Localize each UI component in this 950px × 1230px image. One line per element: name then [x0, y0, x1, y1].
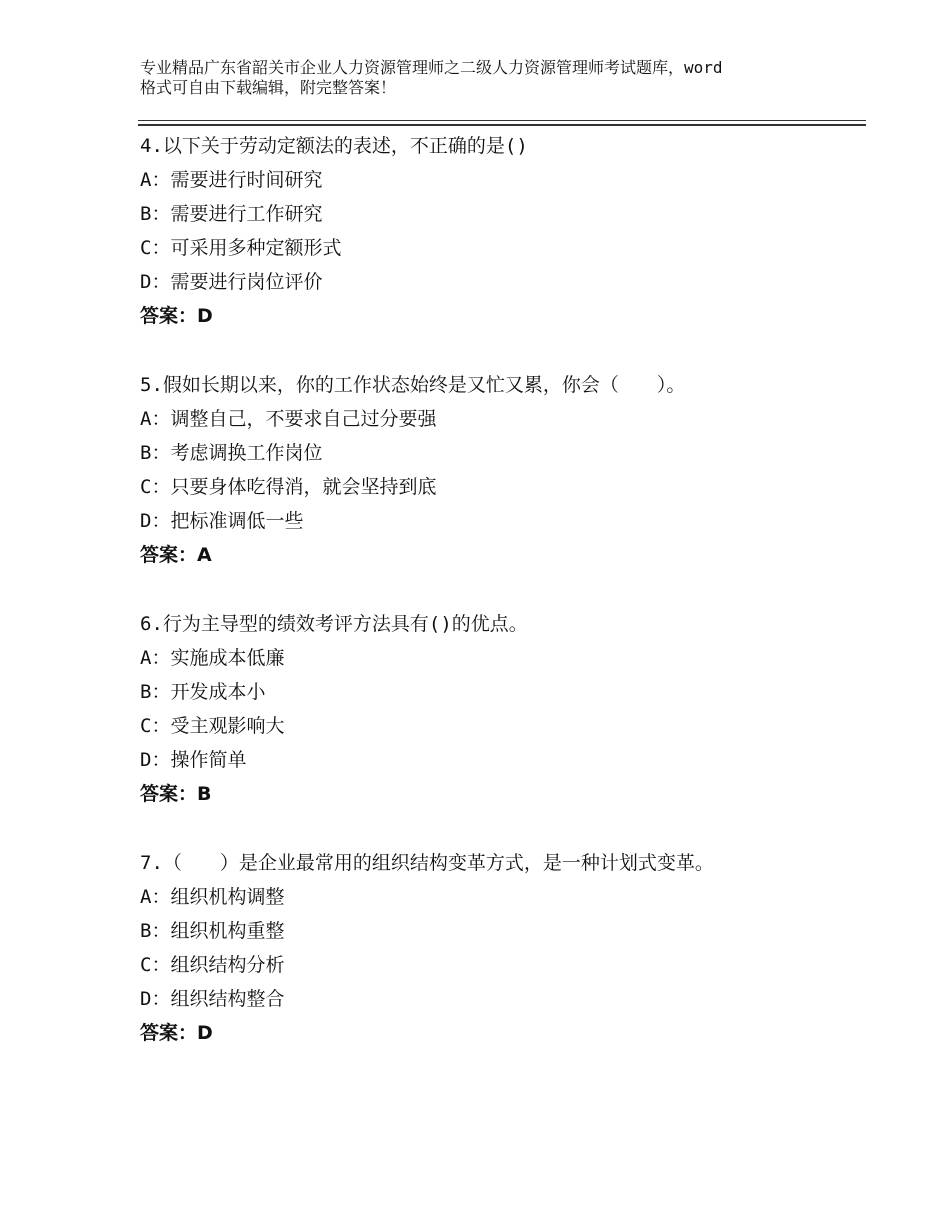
option-a: A：实施成本低廉	[140, 647, 285, 669]
option-b: B：需要进行工作研究	[140, 203, 323, 225]
question-stem: 7.（ ）是企业最常用的组织结构变革方式，是一种计划式变革。	[140, 852, 714, 874]
question-7	[140, 846, 860, 1050]
option-c: C：组织结构分析	[140, 954, 285, 976]
header-divider-thick	[138, 124, 866, 126]
question-stem: 5.假如长期以来，你的工作状态始终是又忙又累，你会（ ）。	[140, 374, 686, 396]
question-4	[140, 129, 860, 333]
question-list	[140, 129, 860, 1085]
option-a: A：调整自己，不要求自己过分要强	[140, 408, 437, 430]
answer-label: 答案：B	[140, 783, 212, 805]
option-b: B：考虑调换工作岗位	[140, 442, 323, 464]
answer-label: 答案：D	[140, 1022, 213, 1044]
option-c: C：只要身体吃得消，就会坚持到底	[140, 476, 437, 498]
option-a: A：需要进行时间研究	[140, 169, 323, 191]
option-b: B：组织机构重整	[140, 920, 285, 942]
header-line-1: 专业精品广东省韶关市企业人力资源管理师之二级人力资源管理师考试题库，word	[140, 58, 723, 77]
option-d: D：操作简单	[140, 749, 247, 771]
question-5	[140, 368, 860, 572]
question-6	[140, 607, 860, 811]
question-stem: 6.行为主导型的绩效考评方法具有()的优点。	[140, 613, 528, 635]
option-d: D：组织结构整合	[140, 988, 285, 1010]
answer-label: 答案：A	[140, 544, 212, 566]
option-a: A：组织机构调整	[140, 886, 285, 908]
document-header	[140, 58, 840, 98]
option-c: C：可采用多种定额形式	[140, 237, 342, 259]
header-divider-thin	[138, 120, 866, 121]
option-d: D：把标准调低一些	[140, 510, 304, 532]
question-stem: 4.以下关于劳动定额法的表述，不正确的是()	[140, 135, 528, 157]
answer-label: 答案：D	[140, 305, 213, 327]
option-d: D：需要进行岗位评价	[140, 271, 323, 293]
option-b: B：开发成本小	[140, 681, 266, 703]
header-line-2: 格式可自由下载编辑，附完整答案！	[140, 78, 397, 97]
option-c: C：受主观影响大	[140, 715, 285, 737]
